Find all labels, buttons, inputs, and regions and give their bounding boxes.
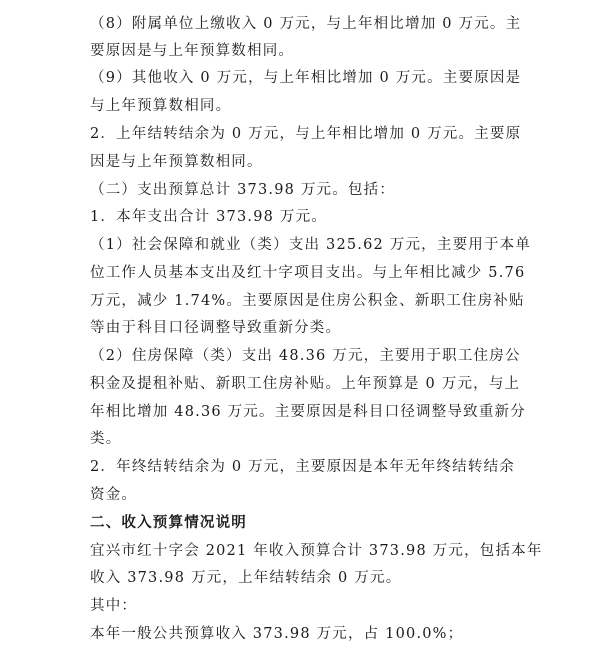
text-line: 宜兴市红十字会 2021 年收入预算合计 373.98 万元，包括本年 <box>90 543 543 559</box>
text-line: 等由于科目口径调整导致重新分类。 <box>90 320 342 336</box>
text-line: （9）其他收入 0 万元，与上年相比增加 0 万元。主要原因是 <box>90 70 522 86</box>
text-line: 要原因是与上年预算数相同。 <box>90 43 295 59</box>
text-line: 位工作人员基本支出及红十字项目支出。与上年相比减少 5.76 <box>90 265 526 281</box>
text-line: 收入 373.98 万元，上年结转结余 0 万元。 <box>90 570 402 586</box>
section-heading: 二、收入预算情况说明 <box>90 514 247 531</box>
text-line: 资金。 <box>90 487 138 503</box>
text-line: 因是与上年预算数相同。 <box>90 154 263 170</box>
section-heading: （二）支出预算总计 373.98 万元。包括： <box>90 182 396 198</box>
text-line: 类。 <box>90 431 122 447</box>
text-line: （1）社会保障和就业（类）支出 325.62 万元，主要用于本单 <box>90 237 532 253</box>
text-line: （2）住房保障（类）支出 48.36 万元，主要用于职工住房公 <box>90 348 521 364</box>
text-line: 1．本年支出合计 373.98 万元。 <box>90 209 327 225</box>
text-line: 本年一般公共预算收入 373.98 万元，占 100.0%； <box>90 626 464 642</box>
text-line: （8）附属单位上缴收入 0 万元，与上年相比增加 0 万元。主 <box>90 16 522 32</box>
text-line: 万元，减少 1.74%。主要原因是住房公积金、新职工住房补贴 <box>90 293 525 309</box>
text-line: 2．上年结转结余为 0 万元，与上年相比增加 0 万元。主要原 <box>90 126 522 142</box>
text-line: 其中： <box>90 598 138 614</box>
text-line: 积金及提租补贴、新职工住房补贴。上年预算是 0 万元，与上 <box>90 376 521 392</box>
text-line: 与上年预算数相同。 <box>90 98 232 114</box>
text-line: 年相比增加 48.36 万元。主要原因是科目口径调整导致重新分 <box>90 404 526 420</box>
text-line: 2．年终结转结余为 0 万元，主要原因是本年无年终结转结余 <box>90 459 515 475</box>
